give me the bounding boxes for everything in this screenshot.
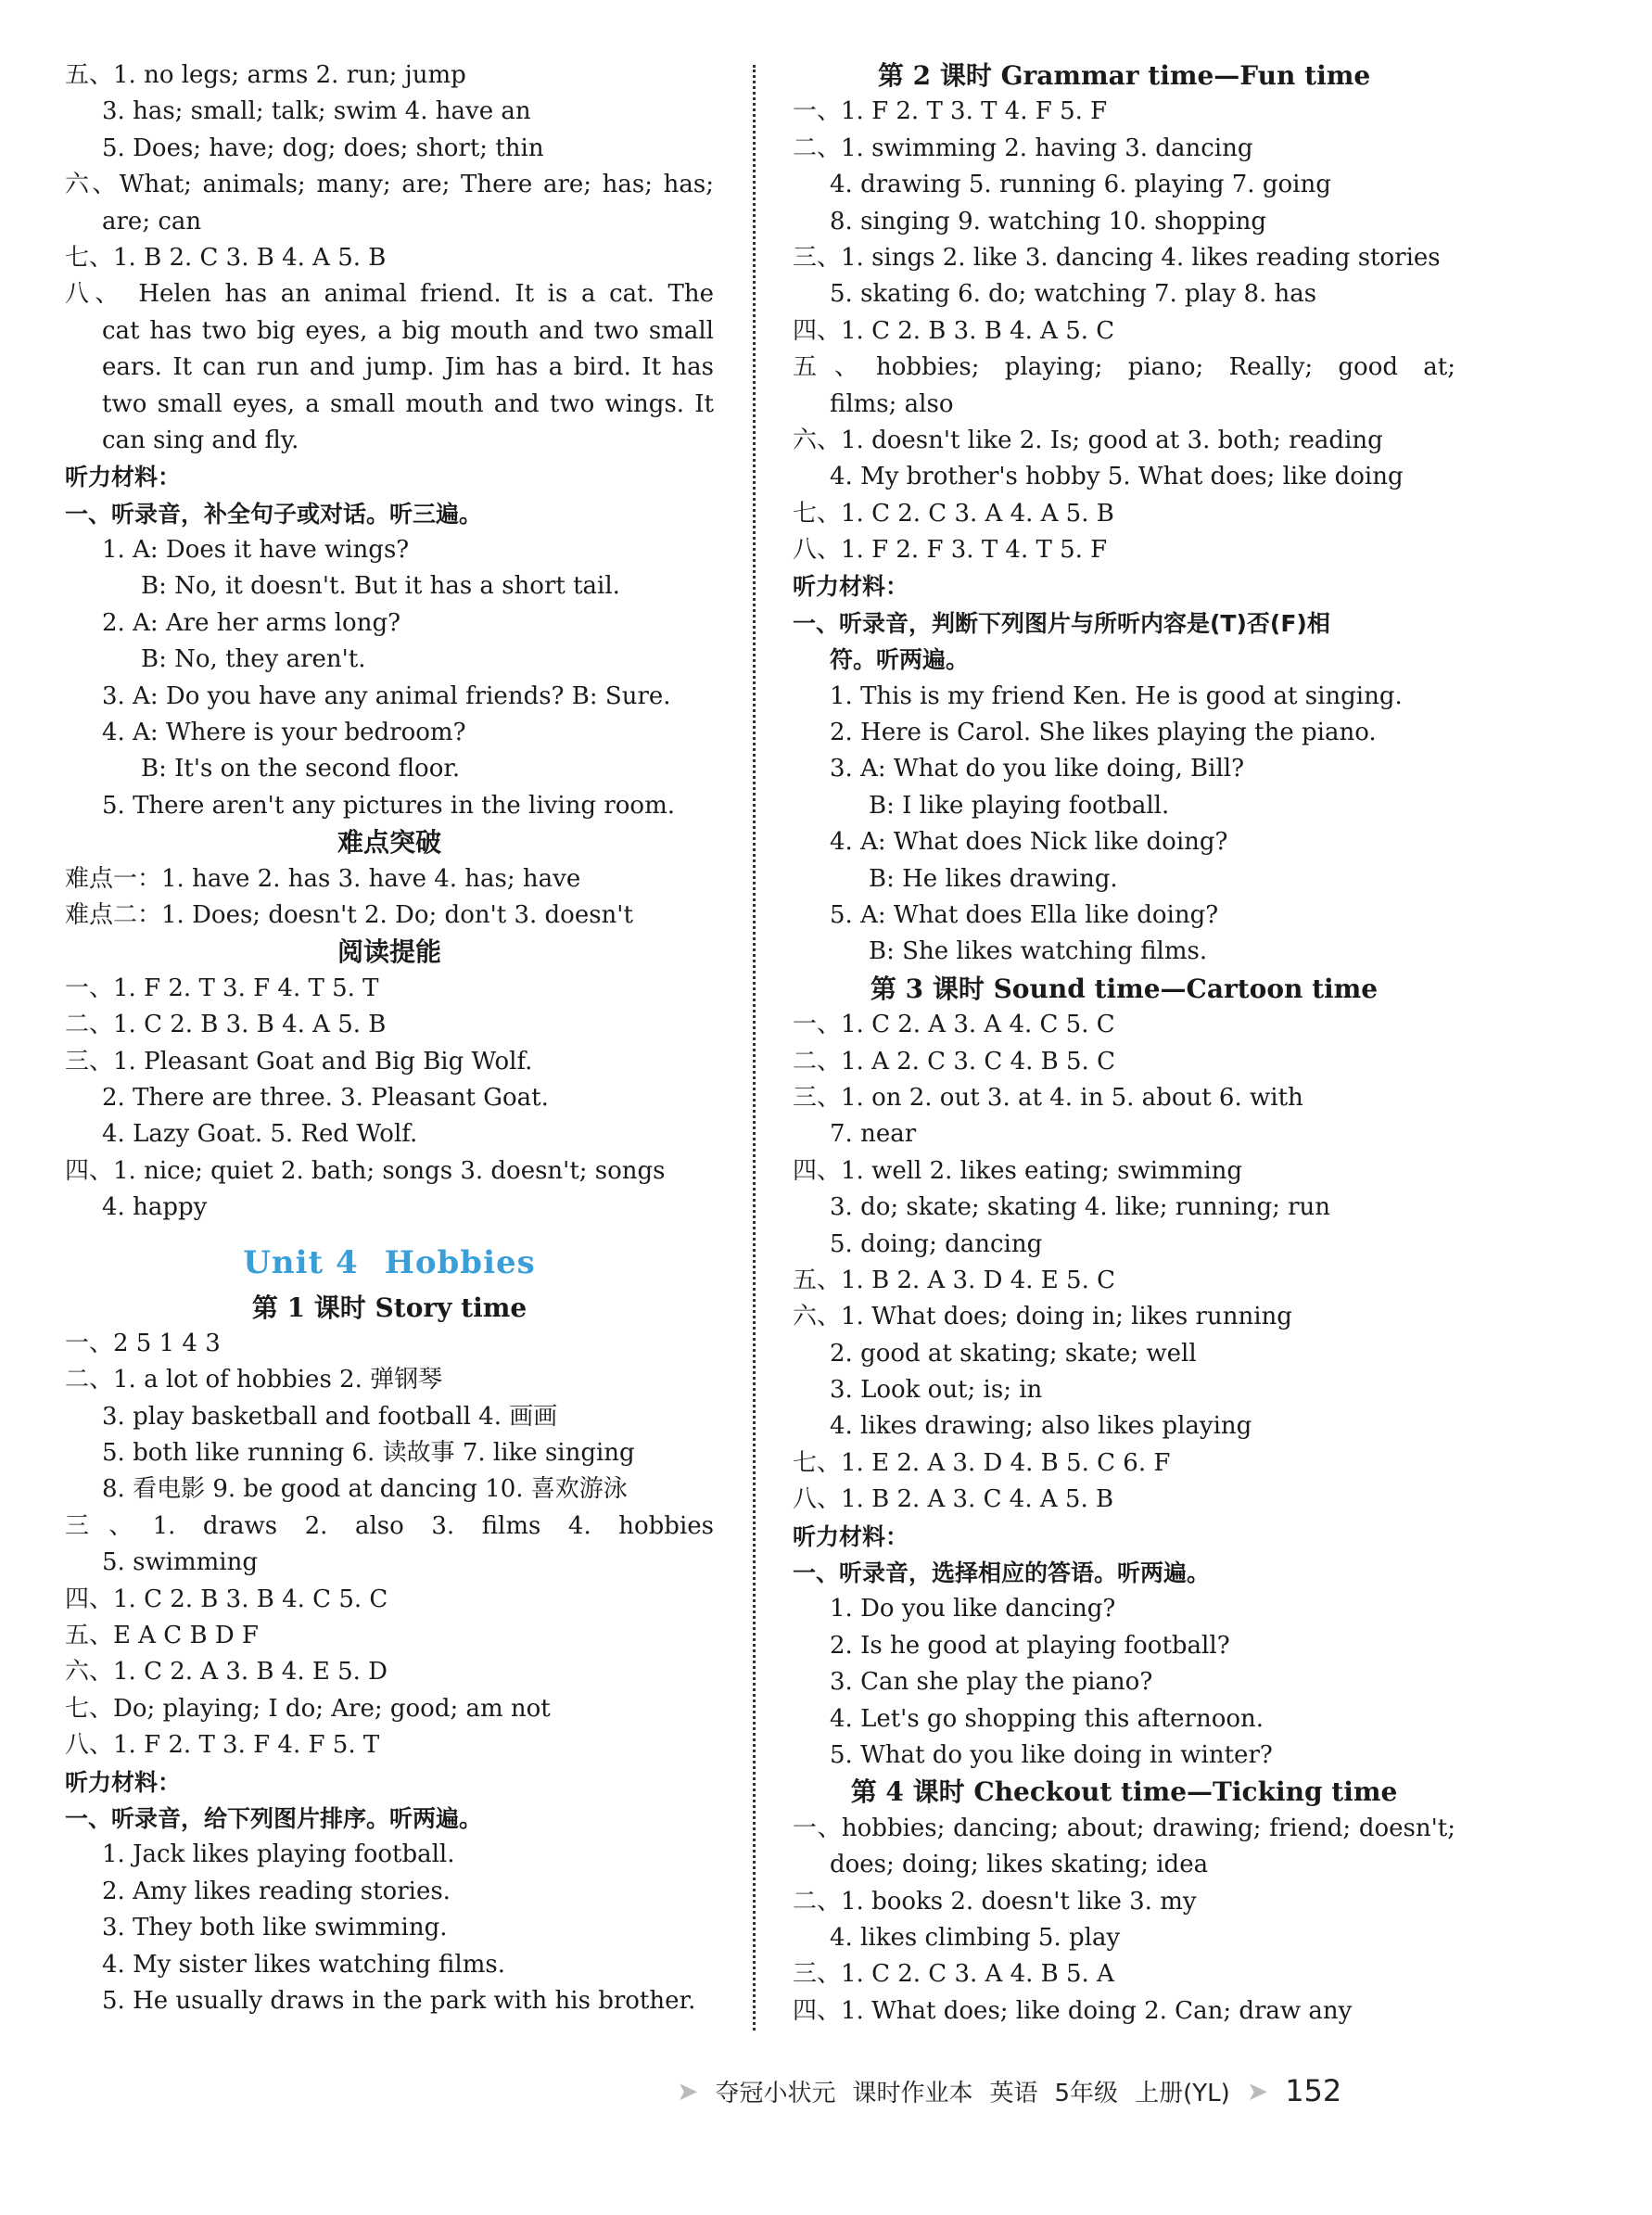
answer-line: 三、1. sings 2. like 3. dancing 4. likes reading stories xyxy=(793,243,1441,272)
listening-label: 听力材料： xyxy=(793,1522,909,1550)
answer-line: can sing and fly. xyxy=(102,426,299,454)
section-heading: 第 3 课时 Sound time—Cartoon time xyxy=(870,973,1379,1004)
answer-line: 5. swimming xyxy=(102,1548,258,1577)
footer-brand: 夺冠小状元 xyxy=(715,2079,836,2107)
answer-line: 3. has; small; talk; swim 4. have an xyxy=(102,97,531,126)
answer-line: 2. There are three. 3. Pleasant Goat. xyxy=(102,1083,549,1112)
answer-line: 六、1. C 2. A 3. B 4. E 5. D xyxy=(65,1658,388,1687)
answer-line: 二、1. swimming 2. having 3. dancing xyxy=(793,134,1253,162)
answer-line: 5. There aren't any pictures in the living room. xyxy=(102,791,675,820)
answer-line: does; doing; likes skating; idea xyxy=(830,1851,1209,1879)
answer-line: 2. good at skating; skate; well xyxy=(830,1339,1197,1368)
answer-line: 七、1. C 2. C 3. A 4. A 5. B xyxy=(793,499,1114,528)
right-column xyxy=(793,57,1455,2030)
answer-line: B: He likes drawing. xyxy=(869,864,1118,893)
unit-number: Unit 4 xyxy=(243,1243,359,1281)
listening-label: 听力材料： xyxy=(793,573,909,601)
answer-line: 三、1. Pleasant Goat and Big Big Wolf. xyxy=(65,1047,533,1076)
answer-line: 四、1. C 2. B 3. B 4. C 5. C xyxy=(65,1585,388,1613)
footer-subject: 英语 xyxy=(989,2079,1038,2107)
section-heading: 第 1 课时 Story time xyxy=(251,1292,527,1323)
answer-line: 4. likes climbing 5. play xyxy=(830,1923,1121,1952)
footer-arrow-icon: ➤ xyxy=(677,2075,699,2107)
listening-label: 听力材料： xyxy=(65,1768,182,1796)
answer-line: 四、1. What does; like doing 2. Can; draw any xyxy=(793,1996,1353,2025)
footer-grade: 5年级 xyxy=(1054,2079,1119,2107)
answer-line: films; also xyxy=(830,389,954,418)
answer-line: 4. My sister likes watching films. xyxy=(102,1950,505,1979)
listening-label: 听力材料： xyxy=(65,464,182,491)
answer-line: 5. skating 6. do; watching 7. play 8. has xyxy=(830,280,1317,309)
answer-line: 4. My brother's hobby 5. What does; like doing xyxy=(830,463,1404,491)
answer-line: 2. Is he good at playing football? xyxy=(830,1631,1230,1660)
answer-line: 3. They both like swimming. xyxy=(102,1914,448,1942)
answer-line: 一、2 5 1 4 3 xyxy=(65,1329,221,1357)
answer-line: 二、1. C 2. B 3. B 4. A 5. B xyxy=(65,1011,387,1039)
answer-line: 2. A: Are her arms long? xyxy=(102,608,401,637)
answer-line: 3. do; skate; skating 4. like; running; run xyxy=(830,1193,1331,1222)
section-heading: 难点突破 xyxy=(337,827,441,859)
answer-line: 六、What; animals; many; are; There are; has; has; xyxy=(65,171,714,199)
answer-line: 7. near xyxy=(830,1120,917,1149)
answer-line: 8. singing 9. watching 10. shopping xyxy=(830,207,1266,236)
listening-label: 一、听录音，补全句子或对话。听三遍。 xyxy=(65,500,483,528)
answer-line: 四、1. C 2. B 3. B 4. A 5. C xyxy=(793,316,1115,345)
answer-line: ears. It can run and jump. Jim has a bird. It has xyxy=(102,353,714,382)
answer-line: 4. Lazy Goat. 5. Red Wolf. xyxy=(102,1120,418,1149)
answer-line: 三、1. draws 2. also 3. films 4. hobbies xyxy=(65,1511,714,1540)
column-divider xyxy=(753,65,756,2030)
answer-line: 4. A: Where is your bedroom? xyxy=(102,719,466,747)
answer-line: 三、1. C 2. C 3. A 4. B 5. A xyxy=(793,1960,1114,1989)
listening-label: 一、听录音，判断下列图片与所听内容是(T)否(F)相 xyxy=(793,609,1330,637)
answer-line: 难点二：1. Does; doesn't 2. Do; don't 3. doesn't xyxy=(65,900,633,929)
answer-line: 4. Let's go shopping this afternoon. xyxy=(830,1704,1264,1733)
unit-heading xyxy=(65,1236,714,1290)
answer-line: 2. Here is Carol. She likes playing the piano. xyxy=(830,719,1377,747)
unit-title: Hobbies xyxy=(384,1243,536,1281)
answer-line: two small eyes, a small mouth and two wings. It xyxy=(102,389,714,418)
answer-line: 3. Can she play the piano? xyxy=(830,1668,1153,1697)
answer-line: 2. Amy likes reading stories. xyxy=(102,1877,451,1905)
answer-line: 1. A: Does it have wings? xyxy=(102,536,410,565)
answer-line: 5. doing; dancing xyxy=(830,1229,1043,1258)
answer-line: 一、1. F 2. T 3. F 4. T 5. T xyxy=(65,974,379,1002)
answer-line: 5. both like running 6. 读故事 7. like singing xyxy=(102,1439,635,1468)
answer-line: 3. A: What do you like doing, Bill? xyxy=(830,755,1245,783)
answer-line: 二、1. books 2. doesn't like 3. my xyxy=(793,1887,1197,1916)
answer-line: 1. Do you like dancing? xyxy=(830,1595,1116,1623)
answer-line: 四、1. well 2. likes eating; swimming xyxy=(793,1156,1243,1185)
answer-line: 八、1. F 2. T 3. F 4. F 5. T xyxy=(65,1731,380,1760)
section-heading: 阅读提能 xyxy=(337,936,441,968)
answer-line: B: No, it doesn't. But it has a short tail. xyxy=(141,572,620,601)
section-heading: 第 4 课时 Checkout time—Ticking time xyxy=(850,1776,1398,1808)
answer-line: B: No, they aren't. xyxy=(141,645,366,674)
answer-line: 七、1. B 2. C 3. B 4. A 5. B xyxy=(65,243,387,272)
answer-line: 三、1. on 2. out 3. at 4. in 5. about 6. with xyxy=(793,1083,1303,1112)
footer-book: 课时作业本 xyxy=(852,2079,973,2107)
answer-line: cat has two big eyes, a big mouth and two small xyxy=(102,316,714,345)
answer-line: B: I like playing football. xyxy=(869,791,1170,820)
listening-label: 符。听两遍。 xyxy=(830,646,970,674)
answer-line: 4. happy xyxy=(102,1193,208,1222)
answer-line: 4. likes drawing; also likes playing xyxy=(830,1412,1252,1441)
answer-line: 4. drawing 5. running 6. playing 7. going xyxy=(830,171,1331,199)
answer-line: 五、1. B 2. A 3. D 4. E 5. C xyxy=(793,1266,1116,1294)
answer-line: 五、1. no legs; arms 2. run; jump xyxy=(65,61,466,89)
answer-line: 二、1. A 2. C 3. C 4. B 5. C xyxy=(793,1047,1115,1076)
answer-line: 八、1. B 2. A 3. C 4. A 5. B xyxy=(793,1485,1114,1514)
answer-line: 8. 看电影 9. be good at dancing 10. 喜欢游泳 xyxy=(102,1475,628,1504)
answer-line: 3. A: Do you have any animal friends? B: Sure. xyxy=(102,681,671,710)
answer-line: 5. He usually draws in the park with his brother. xyxy=(102,1986,696,2015)
answer-line: are; can xyxy=(102,207,202,236)
answer-line: 六、1. doesn't like 2. Is; good at 3. both; reading xyxy=(793,426,1383,454)
footer-volume: 上册(YL) xyxy=(1135,2079,1230,2107)
left-column xyxy=(65,57,714,2019)
answer-line: 八、 Helen has an animal friend. It is a cat. The xyxy=(65,280,714,309)
answer-line: 3. Look out; is; in xyxy=(830,1376,1043,1405)
footer-arrow-icon: ➤ xyxy=(1246,2075,1269,2107)
answer-line: 3. play basketball and football 4. 画画 xyxy=(102,1402,558,1431)
answer-line: 七、1. E 2. A 3. D 4. B 5. C 6. F xyxy=(793,1448,1171,1477)
answer-line: 5. What do you like doing in winter? xyxy=(830,1740,1273,1769)
answer-line: 难点一：1. have 2. has 3. have 4. has; have xyxy=(65,864,581,893)
answer-line: 五、E A C B D F xyxy=(65,1622,259,1650)
answer-line: B: She likes watching films. xyxy=(869,937,1208,966)
answer-line: 八、1. F 2. F 3. T 4. T 5. F xyxy=(793,536,1108,565)
answer-line: B: It's on the second floor. xyxy=(141,755,461,783)
answer-line: 1. This is my friend Ken. He is good at singing. xyxy=(830,681,1403,710)
answer-line: 四、1. nice; quiet 2. bath; songs 3. doesn't; songs xyxy=(65,1156,666,1185)
answer-line: 二、1. a lot of hobbies 2. 弹钢琴 xyxy=(65,1366,443,1394)
page-footer xyxy=(677,2070,1341,2111)
answer-line: 4. A: What does Nick like doing? xyxy=(830,828,1228,857)
answer-line: 一、hobbies; dancing; about; drawing; friend; doesn't; xyxy=(793,1814,1455,1842)
listening-label: 一、听录音，选择相应的答语。听两遍。 xyxy=(793,1559,1211,1587)
answer-line: 一、1. F 2. T 3. T 4. F 5. F xyxy=(793,97,1108,126)
answer-line: 5. Does; have; dog; does; short; thin xyxy=(102,134,544,162)
answer-line: 5. A: What does Ella like doing? xyxy=(830,900,1219,929)
answer-line: 一、1. C 2. A 3. A 4. C 5. C xyxy=(793,1011,1115,1039)
listening-label: 一、听录音，给下列图片排序。听两遍。 xyxy=(65,1804,483,1832)
page-number: 152 xyxy=(1285,2073,1342,2108)
answer-line: 五、hobbies; playing; piano; Really; good at; xyxy=(793,353,1455,382)
answer-line: 1. Jack likes playing football. xyxy=(102,1840,455,1869)
answer-line: 六、1. What does; doing in; likes running xyxy=(793,1303,1292,1331)
answer-line: 七、Do; playing; I do; Are; good; am not xyxy=(65,1694,551,1723)
section-heading: 第 2 课时 Grammar time—Fun time xyxy=(877,60,1371,91)
